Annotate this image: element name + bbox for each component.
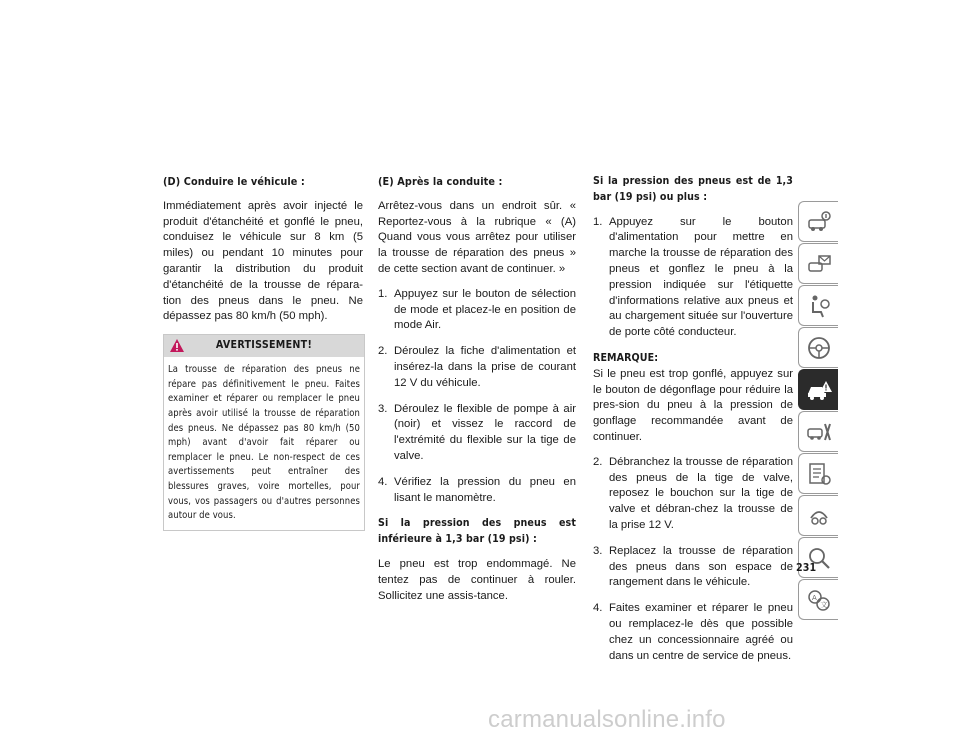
column-middle	[378, 174, 576, 613]
tab-service[interactable]	[798, 411, 838, 452]
tab-seats[interactable]	[798, 285, 838, 326]
steps-list-after-driving	[378, 287, 576, 507]
service-tools-icon	[805, 418, 833, 446]
tab-specifications[interactable]	[798, 453, 838, 494]
specifications-list-icon	[805, 460, 833, 488]
emergency-car-icon	[805, 376, 833, 404]
paragraph-intro: Arrêtez-vous dans un endroit sûr. « Reportez-vous à la rubrique « (A) Quand vous vous arrêtez pour utiliser la trousse de réparation des pneus » de cette section avant de continuer. »	[378, 199, 576, 275]
warning-body: La trousse de réparation des pneus ne répare pas définitivement le pneu. Faites examiner et réparer ou remplacer le pneu après avoir utilisé la trousse de réparation des pneus. Ne dépassez pas 80 km/h (50 mph) avant d'avoir fait réparer ou remplacer le pneu. Le non-respect de ces avertissements peut entraîner des blessures graves, voire mortelles, pour vous, vos passagers ou d'autres personnes autour de vous.	[168, 364, 360, 522]
steps-list-continued	[593, 455, 793, 665]
watermark: carmanualsonline.info	[488, 706, 726, 733]
column-left	[163, 174, 363, 531]
tab-vehicle-info[interactable]	[798, 201, 838, 242]
remark-label: REMARQUE:	[593, 351, 659, 364]
index-language-icon	[805, 586, 833, 614]
tab-driving[interactable]	[798, 327, 838, 368]
warning-box	[163, 334, 365, 531]
tab-emergency[interactable]	[798, 369, 838, 410]
list-item: 1. Appuyez sur le bouton de sélection de mode et placez-le en position de mode Air.	[378, 287, 576, 332]
tab-multimedia[interactable]	[798, 495, 838, 536]
safety-mail-icon	[805, 250, 833, 278]
seat-airbag-icon	[805, 292, 833, 320]
subheading-low-pressure: Si la pression des pneus est inférieure à 1,3 bar (19 psi) :	[378, 517, 576, 546]
tab-safety[interactable]	[798, 243, 838, 284]
list-item: 4. Vérifiez la pression du pneu en lisant le manomètre.	[378, 475, 576, 504]
steps-list-ok-pressure	[593, 215, 793, 341]
steering-wheel-icon	[805, 334, 833, 362]
section-heading-e: (E) Après la conduite :	[378, 175, 503, 188]
vehicle-info-icon	[805, 208, 833, 236]
section-heading-d: (D) Conduire le véhicule :	[163, 175, 305, 188]
page-number: 231	[796, 562, 817, 574]
list-item: 2. Déroulez la fiche d'alimentation et insérez-la dans la prise de courant 12 V du véhicule.	[378, 345, 576, 389]
svg-text:A: A	[811, 593, 817, 602]
chapter-tabs	[798, 201, 840, 621]
warning-triangle-icon	[170, 339, 184, 352]
svg-text:文: 文	[820, 600, 827, 609]
remark-text: Si le pneu est trop gonflé, appuyez sur le bouton de dégonflage pour réduire la pres-sion du pneu à la pression de gonflage recommandée avant de continuer.	[593, 367, 793, 443]
list-item: 1. Appuyez sur le bouton d'alimentation pour mettre en marche la trousse de réparation des pneus et gonflez le pneu à la pression indiquée sur l'étiquette d'informations relative aux pneus et au chargement située sur l'ouverture de porte côté conducteur.	[593, 215, 793, 339]
subheading-ok-pressure: Si la pression des pneus est de 1,3 bar (19 psi) ou plus :	[593, 175, 793, 203]
remark	[593, 351, 793, 446]
paragraph-drive: Immédiatement après avoir injecté le produit d'étanchéité et gonflé le pneu, conduisez le véhicule sur 8 km (5 miles) ou pendant 10 minutes pour garantir la distribution du produit d'étanchéité de la trousse de répara-tion des pneus dans le pneu. Ne dépassez pas 80 km/h (50 mph).	[163, 199, 363, 323]
list-item: 3. Déroulez le flexible de pompe à air (noir) et vissez le raccord de l'extrémité du flexible sur la tige de valve.	[378, 402, 576, 462]
warning-title: AVERTISSEMENT!	[215, 339, 313, 352]
column-right	[593, 174, 793, 674]
paragraph-too-damaged: Le pneu est trop endommagé. Ne tentez pas de continuer à rouler. Sollicitez une assis-tance.	[378, 557, 576, 602]
list-item: 4. Faites examiner et réparer le pneu ou remplacez-le dès que possible chez un concessionnaire agréé ou dans un centre de service de pneus.	[593, 602, 793, 662]
list-item: 3. Replacez la trousse de réparation des pneus dans son espace de rangement dans le véhicule.	[593, 544, 793, 589]
multimedia-icon	[805, 502, 833, 530]
tab-index[interactable]	[798, 579, 838, 620]
list-item: 2. Débranchez la trousse de réparation des pneus de la tige de valve, reposez le bouchon sur la tige de valve et débran-chez la trousse de la prise 12 V.	[593, 455, 793, 531]
warning-header	[164, 335, 364, 357]
